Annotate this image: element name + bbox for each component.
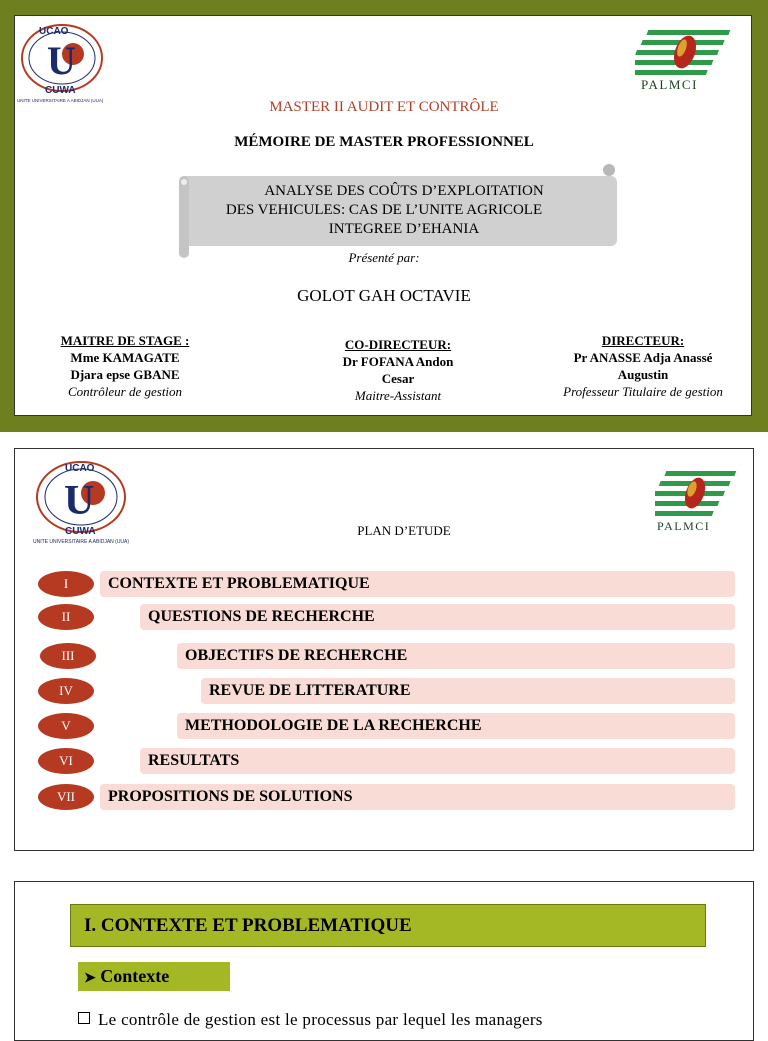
body-paragraph [78,1010,718,1030]
body-text: Le contrôle de gestion est le processus par lequel les managers [98,1010,543,1029]
plan-number-badge: I [38,571,94,597]
svg-text:CUWA: CUWA [65,526,96,537]
plan-number-badge: II [38,604,94,630]
supervisor-name: Mme KAMAGATE [70,350,180,365]
svg-text:UNITE UNIVERSITAIRE A ABIDJAN: UNITE UNIVERSITAIRE A ABIDJAN (UUA) [33,539,130,545]
supervisor-name: Augustin [617,367,669,382]
plan-item-label: RESULTATS [140,748,735,774]
svg-text:PALMCI: PALMCI [657,519,711,533]
plan-item-label: REVUE DE LITTERATURE [201,678,735,704]
plan-number-badge: III [40,643,96,669]
svg-text:U: U [47,38,76,83]
supervisor-internship [35,332,215,400]
slide-1 [14,15,752,416]
svg-text:PALMCI: PALMCI [641,77,698,92]
plan-item[interactable] [38,678,755,704]
thesis-title-line: ANALYSE DES COÛTS D’EXPLOITATION [264,183,544,199]
plan-number-badge: IV [38,678,94,704]
svg-text:UNITE UNIVERSITAIRE A ABIDJAN: UNITE UNIVERSITAIRE A ABIDJAN (UUA) [17,98,104,103]
supervisor-director [543,332,743,400]
plan-item-label: METHODOLOGIE DE LA RECHERCHE [177,713,735,739]
subheading-label: Contexte [100,966,170,986]
section-heading: I. CONTEXTE ET PROBLEMATIQUE [70,904,706,947]
section-subheading [78,962,230,991]
supervisor-name: Dr FOFANA Andon [342,354,454,369]
arrow-bullet-icon: ➤ [84,971,96,986]
supervisor-role: DIRECTEUR: [601,333,685,348]
supervisor-co-director [315,336,481,404]
presented-by-label: Présenté par: [348,250,420,265]
plan-item-label: QUESTIONS DE RECHERCHE [140,604,735,630]
ucao-logo [17,20,107,104]
supervisor-name: Pr ANASSE Adja Anassé [573,350,713,365]
supervisor-name: Cesar [381,371,415,386]
supervisor-role: CO-DIRECTEUR: [344,337,452,352]
plan-item[interactable] [38,784,755,810]
plan-item-label: OBJECTIFS DE RECHERCHE [177,643,735,669]
plan-item[interactable] [40,643,755,669]
supervisor-position: Maitre-Assistant [354,388,442,403]
slide-2 [14,448,754,851]
plan-number-badge: VI [38,748,94,774]
plan-title: PLAN D’ETUDE [357,523,451,538]
palmci-logo [635,28,735,94]
supervisor-position: Professeur Titulaire de gestion [563,384,723,399]
author-name: GOLOT GAH OCTAVIE [297,286,471,305]
plan-item[interactable] [38,604,755,630]
svg-text:CUWA: CUWA [45,85,76,96]
plan-item-label: PROPOSITIONS DE SOLUTIONS [100,784,735,810]
svg-text:UCAO: UCAO [39,26,69,37]
plan-item[interactable] [38,748,755,774]
thesis-title [187,182,621,239]
program-title: MASTER II AUDIT ET CONTRÔLE [269,99,499,115]
plan-item-label: CONTEXTE ET PROBLEMATIQUE [100,571,735,597]
thesis-title-line: INTEGREE D’EHANIA [328,221,480,237]
thesis-title-line: DES VEHICULES: CAS DE L’UNITE AGRICOLE [225,202,543,218]
plan-item[interactable] [38,571,755,597]
thesis-type: MÉMOIRE DE MASTER PROFESSIONNEL [234,134,534,150]
checkbox-bullet-icon [78,1012,90,1024]
supervisor-name: Djara epse GBANE [70,367,180,382]
supervisor-role: MAITRE DE STAGE : [60,333,190,348]
plan-number-badge: VII [38,784,94,810]
supervisor-position: Contrôleur de gestion [67,384,183,399]
slide-3 [14,881,754,1041]
plan-number-badge: V [38,713,94,739]
svg-text:UCAO: UCAO [65,463,95,474]
plan-item[interactable] [38,713,755,739]
svg-text:U: U [64,478,95,524]
